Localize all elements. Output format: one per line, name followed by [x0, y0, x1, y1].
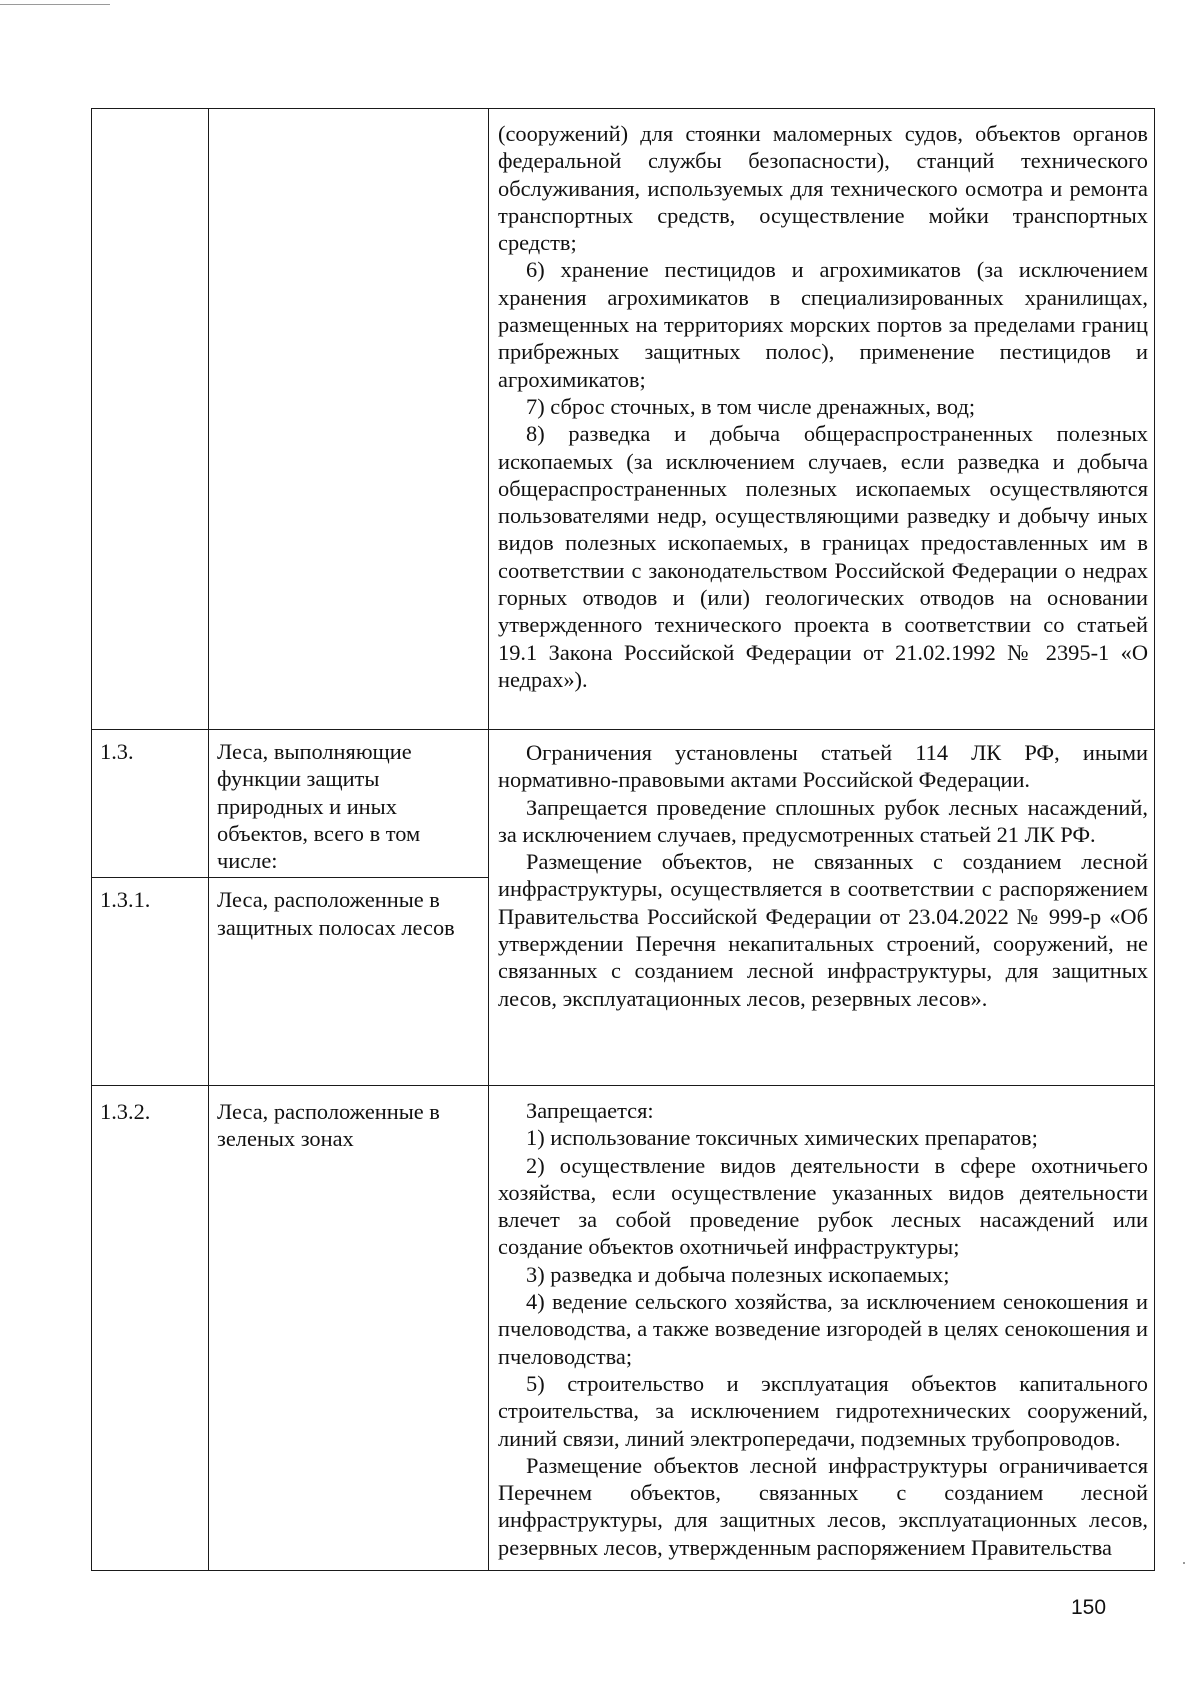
regulations-table	[91, 108, 1155, 1571]
row-description-cell	[489, 109, 1155, 730]
row-description-cell	[489, 1086, 1155, 1571]
paragraph: Размещение объектов, не связанных с созданием лесной инфраструктуры, осуществляется в соответствии с распоряжением Правительства Российской Федерации от 23.04.2022 № 999-р «Об утверждении Перечня некапитальных строений, сооружений, не связанных с созданием лесной инфраструктуры, для защитных лесов, эксплуатационных лесов, резервных лесов».	[498, 849, 1148, 1011]
paragraph: 4) ведение сельского хозяйства, за исключением сенокошения и пчеловодства, а также возведение изгородей в целях сенокошения и пчеловодства;	[498, 1289, 1148, 1369]
row-name-cell	[209, 109, 489, 730]
scan-speck	[1183, 1562, 1185, 1564]
table-row	[92, 109, 1155, 730]
row-description-cell	[489, 730, 1155, 1086]
paragraph: 8) разведка и добыча общераспространенных полезных ископаемых (за исключением случаев, если разведка и добыча общераспространенных полезных ископаемых осуществляются пользователями недр, осуществляющими разведку и добычу иных видов полезных ископаемых, в границах предоставленных им в соответствии с законодательством Российской Федерации о недрах горных отводов и (или) геологических отводов на основании утвержденного технического проекта в соответствии со статьей 19.1 Закона Российской Федерации от 21.02.1992 № 2395-1 «О недрах»).	[498, 421, 1148, 692]
paragraph: 1) использование токсичных химических препаратов;	[526, 1125, 1038, 1151]
table-row	[92, 730, 1155, 878]
paragraph: 2) осуществление видов деятельности в сфере охотничьего хозяйства, если осуществление указанных видов деятельности влечет за собой проведение рубок лесных насаждений или создание объектов охотничьей инфраструктуры;	[498, 1152, 1148, 1260]
paragraph: (сооружений) для стоянки маломерных судов, объектов органов федеральной службы безопасности), станций технического обслуживания, используемых для технического осмотра и ремонта транспортных средств, осуществление мойки транспортных средств;	[498, 121, 1148, 256]
description-text	[498, 730, 1148, 1085]
row-name-cell: Леса, расположенные в зеленых зонах	[209, 1086, 489, 1571]
paragraph: 3) разведка и добыча полезных ископаемых;	[526, 1261, 950, 1287]
paragraph: Запрещается:	[526, 1098, 654, 1123]
page-number: 150	[1071, 1596, 1107, 1619]
scan-edge-line	[0, 4, 110, 5]
row-number-cell	[92, 109, 209, 730]
paragraph: Запрещается проведение сплошных рубок лесных насаждений, за исключением случаев, предусмотренных статьей 21 ЛК РФ.	[498, 794, 1148, 847]
description-text	[498, 120, 1148, 729]
description-text	[498, 1086, 1148, 1570]
row-number-cell: 1.3.	[92, 730, 209, 878]
row-name-cell: Леса, расположенные в защитных полосах лесов	[209, 878, 489, 1086]
paragraph: 5) строительство и эксплуатация объектов капитального строительства, за исключением гидротехнических сооружений, линий связи, линий электропередачи, подземных трубопроводов.	[498, 1370, 1148, 1451]
paragraph: Размещение объектов лесной инфраструктуры ограничивается Перечнем объектов, связанных с созданием лесной инфраструктуры, для защитных лесов, эксплуатационных лесов, резервных лесов, утвержденным распоряжением Правительства	[498, 1452, 1148, 1560]
row-number-cell: 1.3.2.	[92, 1086, 209, 1571]
paragraph: 7) сброс сточных, в том числе дренажных, вод;	[526, 393, 976, 419]
row-name-cell: Леса, выполняющие функции защиты природных и иных объектов, всего в том числе:	[209, 730, 489, 878]
paragraph: 6) хранение пестицидов и агрохимикатов (за исключением хранения агрохимикатов в специализированных хранилищах, размещенных на территориях морских портов за пределами границ прибрежных защитных полос), применение пестицидов и агрохимикатов;	[498, 257, 1148, 392]
paragraph: Ограничения установлены статьей 114 ЛК РФ, иными нормативно-правовыми актами Российской Федерации.	[498, 740, 1148, 793]
table-row	[92, 1086, 1155, 1571]
row-number-cell: 1.3.1.	[92, 878, 209, 1086]
